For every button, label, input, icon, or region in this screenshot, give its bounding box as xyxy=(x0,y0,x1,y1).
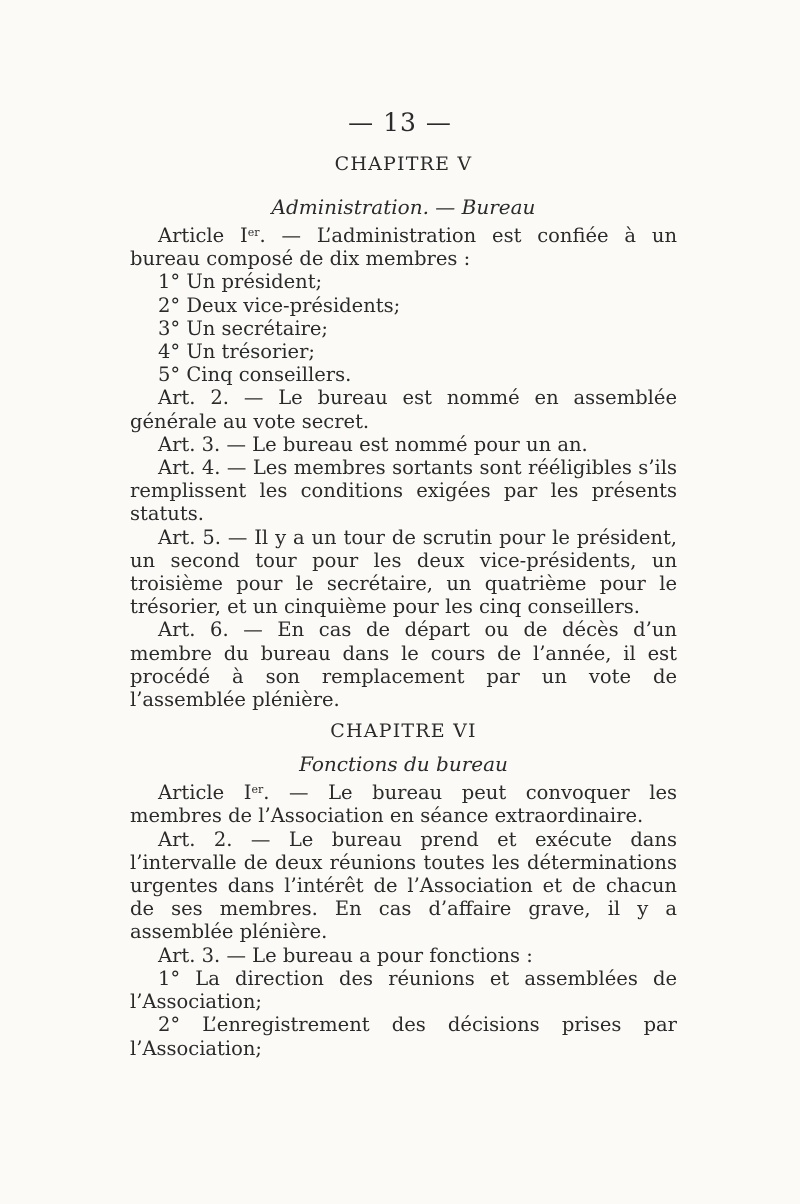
article-paragraph: Art. 2. — Le bureau prend et exécute dans l’intervalle de deux réunions toutes les déterminations urgentes dans l’intérêt de l’Association et de chacun de ses membres. En cas d’affaire grave, il y a assemblée plénière. xyxy=(130,827,677,944)
article-paragraph: Art. 5. — Il y a un tour de scrutin pour le président, un second tour pour les deux vice-présidents, un troisième pour le secrétaire, un quatrième pour le trésorier, et un cinquième pour les cinq conseillers. xyxy=(130,525,677,619)
chapter-6-body xyxy=(130,781,677,1059)
article-1-paragraph xyxy=(130,781,677,827)
list-item: 4° Un trésorier; xyxy=(158,340,315,364)
article-label: Article I xyxy=(158,224,248,247)
list-item: 1° Un président; xyxy=(158,270,323,294)
chapter-5-body xyxy=(130,224,677,711)
article-text: . — L’administration est confiée à un bureau composé de dix membres : xyxy=(130,224,678,271)
article-paragraph: Art. 6. — En cas de départ ou de décès d’un membre du bureau dans le cours de l’année, il est procédé à son remplacement par un vote de l’assemblée plénière. xyxy=(130,618,677,712)
article-text: . — Le bureau peut convoquer les membres de l’Association en séance extraordinaire. xyxy=(130,781,677,828)
chapter-5-subtitle: Administration. — Bureau xyxy=(271,195,536,219)
article-paragraph: Art. 2. — Le bureau est nommé en assemblée générale au vote secret. xyxy=(130,386,677,433)
list-item: 5° Cinq conseillers. xyxy=(158,363,352,387)
ordinal-superscript: er xyxy=(251,783,264,797)
ordinal-superscript: er xyxy=(247,226,260,239)
list-item: 1° La direction des réunions et assemblées de l’Association; xyxy=(130,966,677,1014)
text-column xyxy=(130,150,677,1060)
article-label: Article I xyxy=(158,781,252,805)
chapter-6-heading: CHAPITRE VI xyxy=(330,720,477,743)
chapter-6-subtitle: Fonctions du bureau xyxy=(299,752,508,777)
list-item: 3° Un secrétaire; xyxy=(158,316,329,340)
article-paragraph: Art. 4. — Les membres sortants sont rééligibles s’ils remplissent les conditions exigées par les présents statuts. xyxy=(130,456,677,526)
list-item: 2° L’enregistrement des décisions prises par l’Association; xyxy=(130,1013,677,1060)
list-item: 2° Deux vice-présidents; xyxy=(158,293,401,317)
chapter-5-heading: CHAPITRE V xyxy=(334,153,473,175)
page-number: — 13 — xyxy=(348,108,452,137)
article-1-paragraph xyxy=(130,224,677,270)
article-paragraph: Art. 3. — Le bureau est nommé pour un an. xyxy=(158,432,588,456)
article-paragraph: Art. 3. — Le bureau a pour fonctions : xyxy=(158,943,533,967)
